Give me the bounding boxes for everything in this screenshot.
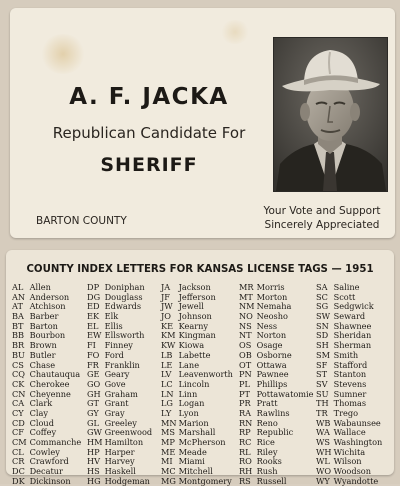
county-code: SC (316, 291, 328, 302)
county-code: ST (316, 369, 328, 380)
county-name: Kearny (178, 320, 209, 331)
county-name: Doniphan (104, 282, 145, 292)
county-name: Douglass (104, 291, 143, 302)
county-code: DP (87, 282, 100, 292)
county-name: Edwards (104, 301, 142, 312)
county-code: EW (87, 330, 102, 341)
county-name: Mitchell (178, 466, 213, 477)
county-name: Rawlins (256, 407, 290, 418)
county-code: GL (87, 417, 99, 428)
county-name: Linn (178, 388, 198, 399)
county-column (239, 283, 314, 486)
county-code: FO (87, 349, 100, 360)
county-code: NM (239, 301, 255, 312)
county-name: Cowley (29, 446, 60, 457)
county-name: Washington (333, 437, 383, 447)
county-code: RL (239, 446, 251, 457)
county-column (161, 283, 233, 486)
county-name: Chase (29, 359, 56, 370)
county-name: Chautauqua (29, 369, 81, 380)
county-code: WS (316, 437, 331, 447)
county-code: LC (161, 378, 173, 389)
county-code: CS (12, 359, 24, 370)
county-name: Rush (256, 466, 278, 477)
county-name: Sumner (333, 388, 367, 399)
county-label: BARTON COUNTY (36, 215, 127, 227)
county-code: SN (316, 320, 329, 331)
county-name: Greeley (104, 417, 137, 428)
county-code: SD (316, 330, 329, 341)
county-code: CR (12, 456, 25, 467)
county-code: SF (316, 359, 328, 370)
county-code: CY (12, 407, 24, 418)
county-code: CN (12, 388, 26, 399)
county-name: Rice (256, 437, 275, 447)
county-code: LE (161, 359, 173, 370)
county-name: Meade (178, 446, 207, 457)
county-name: Sedgwick (333, 301, 374, 312)
county-code: GT (87, 398, 100, 409)
county-name: Lane (178, 359, 200, 370)
county-code: GH (87, 388, 101, 399)
county-name: Bourbon (29, 330, 66, 341)
county-name: Elk (104, 311, 119, 322)
county-code: PT (239, 388, 250, 399)
county-name: Wichita (333, 446, 366, 457)
county-name: Wabaunsee (333, 417, 381, 428)
county-name: Cherokee (29, 378, 70, 389)
county-name: Trego (333, 407, 358, 418)
county-name: Russell (256, 475, 287, 486)
county-name: Geary (104, 369, 130, 380)
county-code: PN (239, 369, 252, 380)
county-name: Gove (104, 378, 126, 389)
county-name: Dickinson (29, 475, 71, 486)
county-code: MT (239, 291, 253, 302)
county-entry (87, 477, 152, 486)
county-code: CQ (12, 369, 25, 380)
county-name: Woodson (333, 466, 371, 477)
county-name: Johnson (178, 311, 212, 322)
county-code: SM (316, 349, 330, 360)
county-code: RN (239, 417, 253, 428)
license-tag-index-card (6, 250, 394, 486)
county-name: Logan (178, 398, 205, 409)
county-code: ME (161, 446, 176, 457)
county-name: Jewell (178, 301, 204, 312)
county-code: LY (161, 407, 172, 418)
county-code: BB (12, 330, 25, 341)
county-name: Seward (333, 311, 366, 322)
county-name: Smith (333, 349, 359, 360)
county-name: Phillips (256, 378, 288, 389)
county-name: Decatur (29, 466, 63, 477)
county-name: Saline (333, 282, 360, 292)
county-code: NS (239, 320, 252, 331)
county-code: KM (161, 330, 176, 341)
county-name: Commanche (29, 437, 82, 447)
county-code: OS (239, 340, 252, 351)
county-name: Anderson (29, 291, 70, 302)
county-name: Lyon (178, 407, 199, 418)
county-code: AT (12, 301, 23, 312)
county-code: PL (239, 378, 250, 389)
county-name: Ottawa (256, 359, 287, 370)
county-code: SU (316, 388, 329, 399)
county-name: Ellis (104, 320, 123, 331)
index-title: COUNTY INDEX LETTERS FOR KANSAS LICENSE TAGS — 1951 (26, 264, 374, 275)
age-stain (220, 20, 250, 44)
county-name: Stevens (333, 378, 367, 389)
county-name: Rooks (256, 456, 282, 467)
county-code: DG (87, 291, 101, 302)
county-name: Wilson (333, 456, 362, 467)
county-code: NT (239, 330, 252, 341)
county-name: Marshall (178, 427, 216, 438)
county-code: RA (239, 407, 252, 418)
county-name: Shawnee (333, 320, 372, 331)
county-code: KW (161, 340, 176, 351)
county-name: Ness (256, 320, 278, 331)
county-code: ED (87, 301, 100, 312)
county-code: GW (87, 427, 102, 438)
county-code: CM (12, 437, 27, 447)
county-code: WL (316, 456, 330, 467)
county-code: BU (12, 349, 25, 360)
county-name: Riley (256, 446, 278, 457)
county-name: McPherson (178, 437, 226, 447)
county-code: MG (161, 475, 176, 486)
county-code: CA (12, 398, 25, 409)
county-code: WA (316, 427, 330, 438)
county-code: PR (239, 398, 251, 409)
county-name: Hodgeman (104, 475, 150, 486)
county-name: Finney (104, 340, 133, 351)
county-name: Pratt (256, 398, 278, 409)
county-name: Wallace (333, 427, 366, 438)
county-name: Marion (178, 417, 209, 428)
county-code: JF (161, 291, 170, 302)
county-code: LG (161, 398, 173, 409)
county-name: Franklin (104, 359, 140, 370)
county-code: GE (87, 369, 100, 380)
county-column (12, 283, 81, 486)
county-name: Labette (178, 349, 211, 360)
county-name: Ellsworth (104, 330, 145, 341)
county-code: EL (87, 320, 99, 331)
county-entry (12, 477, 81, 486)
county-code: WO (316, 466, 332, 477)
county-name: Miami (178, 456, 205, 467)
county-code: SG (316, 301, 329, 312)
appeal-text (246, 204, 398, 232)
county-code: BT (12, 320, 24, 331)
county-code: HS (87, 466, 100, 477)
county-name: Haskell (104, 466, 136, 477)
county-name: Leavenworth (178, 369, 233, 380)
county-name: Neosho (256, 311, 288, 322)
county-name: Jackson (178, 282, 211, 292)
county-name: Brown (29, 340, 57, 351)
county-name: Sheridan (333, 330, 372, 341)
county-code: MI (161, 456, 173, 467)
county-name: Jefferson (178, 291, 216, 302)
county-code: CF (12, 427, 24, 438)
county-name: Barton (29, 320, 58, 331)
county-code: GY (87, 407, 99, 418)
county-name: Morris (256, 282, 285, 292)
candidate-line: Republican Candidate For (52, 124, 246, 142)
county-name: Scott (333, 291, 356, 302)
county-code: OT (239, 359, 252, 370)
county-name: Cheyenne (29, 388, 71, 399)
candidate-portrait (273, 37, 388, 192)
county-column (316, 283, 382, 486)
appeal-line-1: Your Vote and Support (263, 205, 381, 217)
county-name: Lincoln (178, 378, 210, 389)
county-code: NO (239, 311, 253, 322)
county-entry (239, 477, 314, 486)
county-name: Graham (104, 388, 138, 399)
county-name: Clay (29, 407, 48, 418)
county-name: Clark (29, 398, 53, 409)
county-name: Pottawatomie (256, 388, 314, 399)
appeal-line-2: Sincerely Appreciated (264, 219, 380, 231)
county-code: AN (12, 291, 26, 302)
county-code: WY (316, 475, 330, 486)
county-code: HV (87, 456, 101, 467)
county-name: Stafford (333, 359, 368, 370)
county-name: Sherman (333, 340, 372, 351)
county-code: SA (316, 282, 328, 292)
county-code: MN (161, 417, 177, 428)
county-name: Cloud (29, 417, 54, 428)
county-name: Pawnee (256, 369, 289, 380)
county-code: CL (12, 446, 24, 457)
county-name: Grant (104, 398, 129, 409)
county-code: FI (87, 340, 96, 351)
county-code: SW (316, 311, 331, 322)
county-code: EK (87, 311, 100, 322)
county-name: Nemaha (256, 301, 292, 312)
county-code: RO (239, 456, 252, 467)
county-code: RS (239, 475, 251, 486)
county-name: Atchison (29, 301, 66, 312)
county-code: SV (316, 378, 328, 389)
county-name: Morton (256, 291, 288, 302)
county-code: LB (161, 349, 173, 360)
county-name: Montgomery (178, 475, 232, 486)
county-code: MS (161, 427, 175, 438)
county-code: FR (87, 359, 99, 370)
county-name: Crawford (29, 456, 69, 467)
office-title: SHERIFF (100, 154, 198, 176)
campaign-card-front (10, 8, 395, 238)
county-code: CD (12, 417, 25, 428)
county-name: Thomas (333, 398, 367, 409)
county-code: HM (87, 437, 103, 447)
county-code: KE (161, 320, 174, 331)
county-name: Greenwood (104, 427, 153, 438)
county-code: JO (161, 311, 171, 322)
county-name: Osborne (256, 349, 292, 360)
portrait-drawing (274, 38, 387, 191)
county-name: Hamilton (104, 437, 144, 447)
county-code: RH (239, 466, 253, 477)
county-code: LN (161, 388, 174, 399)
county-code: CK (12, 378, 25, 389)
county-name: Gray (104, 407, 125, 418)
county-code: GO (87, 378, 101, 389)
county-name: Harvey (104, 456, 135, 467)
county-name: Osage (256, 340, 283, 351)
county-code: BR (12, 340, 25, 351)
county-code: TH (316, 398, 329, 409)
county-code: JA (161, 282, 171, 292)
county-name: Kiowa (178, 340, 205, 351)
county-code: MC (161, 466, 176, 477)
county-code: BA (12, 311, 24, 322)
county-name: Harper (104, 446, 135, 457)
county-code: OB (239, 349, 252, 360)
county-name: Reno (256, 417, 278, 428)
county-name: Ford (104, 349, 124, 360)
county-code: WH (316, 446, 332, 457)
candidate-name: A. F. JACKA (69, 84, 229, 110)
county-code: AL (12, 282, 24, 292)
county-name: Butler (29, 349, 56, 360)
county-name: Stanton (333, 369, 367, 380)
county-code: DC (12, 466, 25, 477)
county-code: DK (12, 475, 25, 486)
county-code: RP (239, 427, 251, 438)
county-name: Allen (29, 282, 51, 292)
county-code: SH (316, 340, 329, 351)
county-name: Wyandotte (333, 475, 379, 486)
age-stain (40, 34, 86, 74)
county-name: Coffey (29, 427, 57, 438)
county-code: MR (239, 282, 254, 292)
county-code: MP (161, 437, 175, 447)
county-entry (161, 477, 233, 486)
county-column (87, 283, 152, 486)
county-code: LV (161, 369, 172, 380)
county-code: JW (161, 301, 173, 312)
county-entry (316, 477, 382, 486)
county-name: Barber (29, 311, 59, 322)
county-name: Kingman (178, 330, 216, 341)
county-code: WB (316, 417, 331, 428)
county-code: HG (87, 475, 101, 486)
county-name: Norton (256, 330, 287, 341)
county-code: RC (239, 437, 252, 447)
county-name: Republic (256, 427, 294, 438)
county-code: HP (87, 446, 100, 457)
county-code: TR (316, 407, 328, 418)
